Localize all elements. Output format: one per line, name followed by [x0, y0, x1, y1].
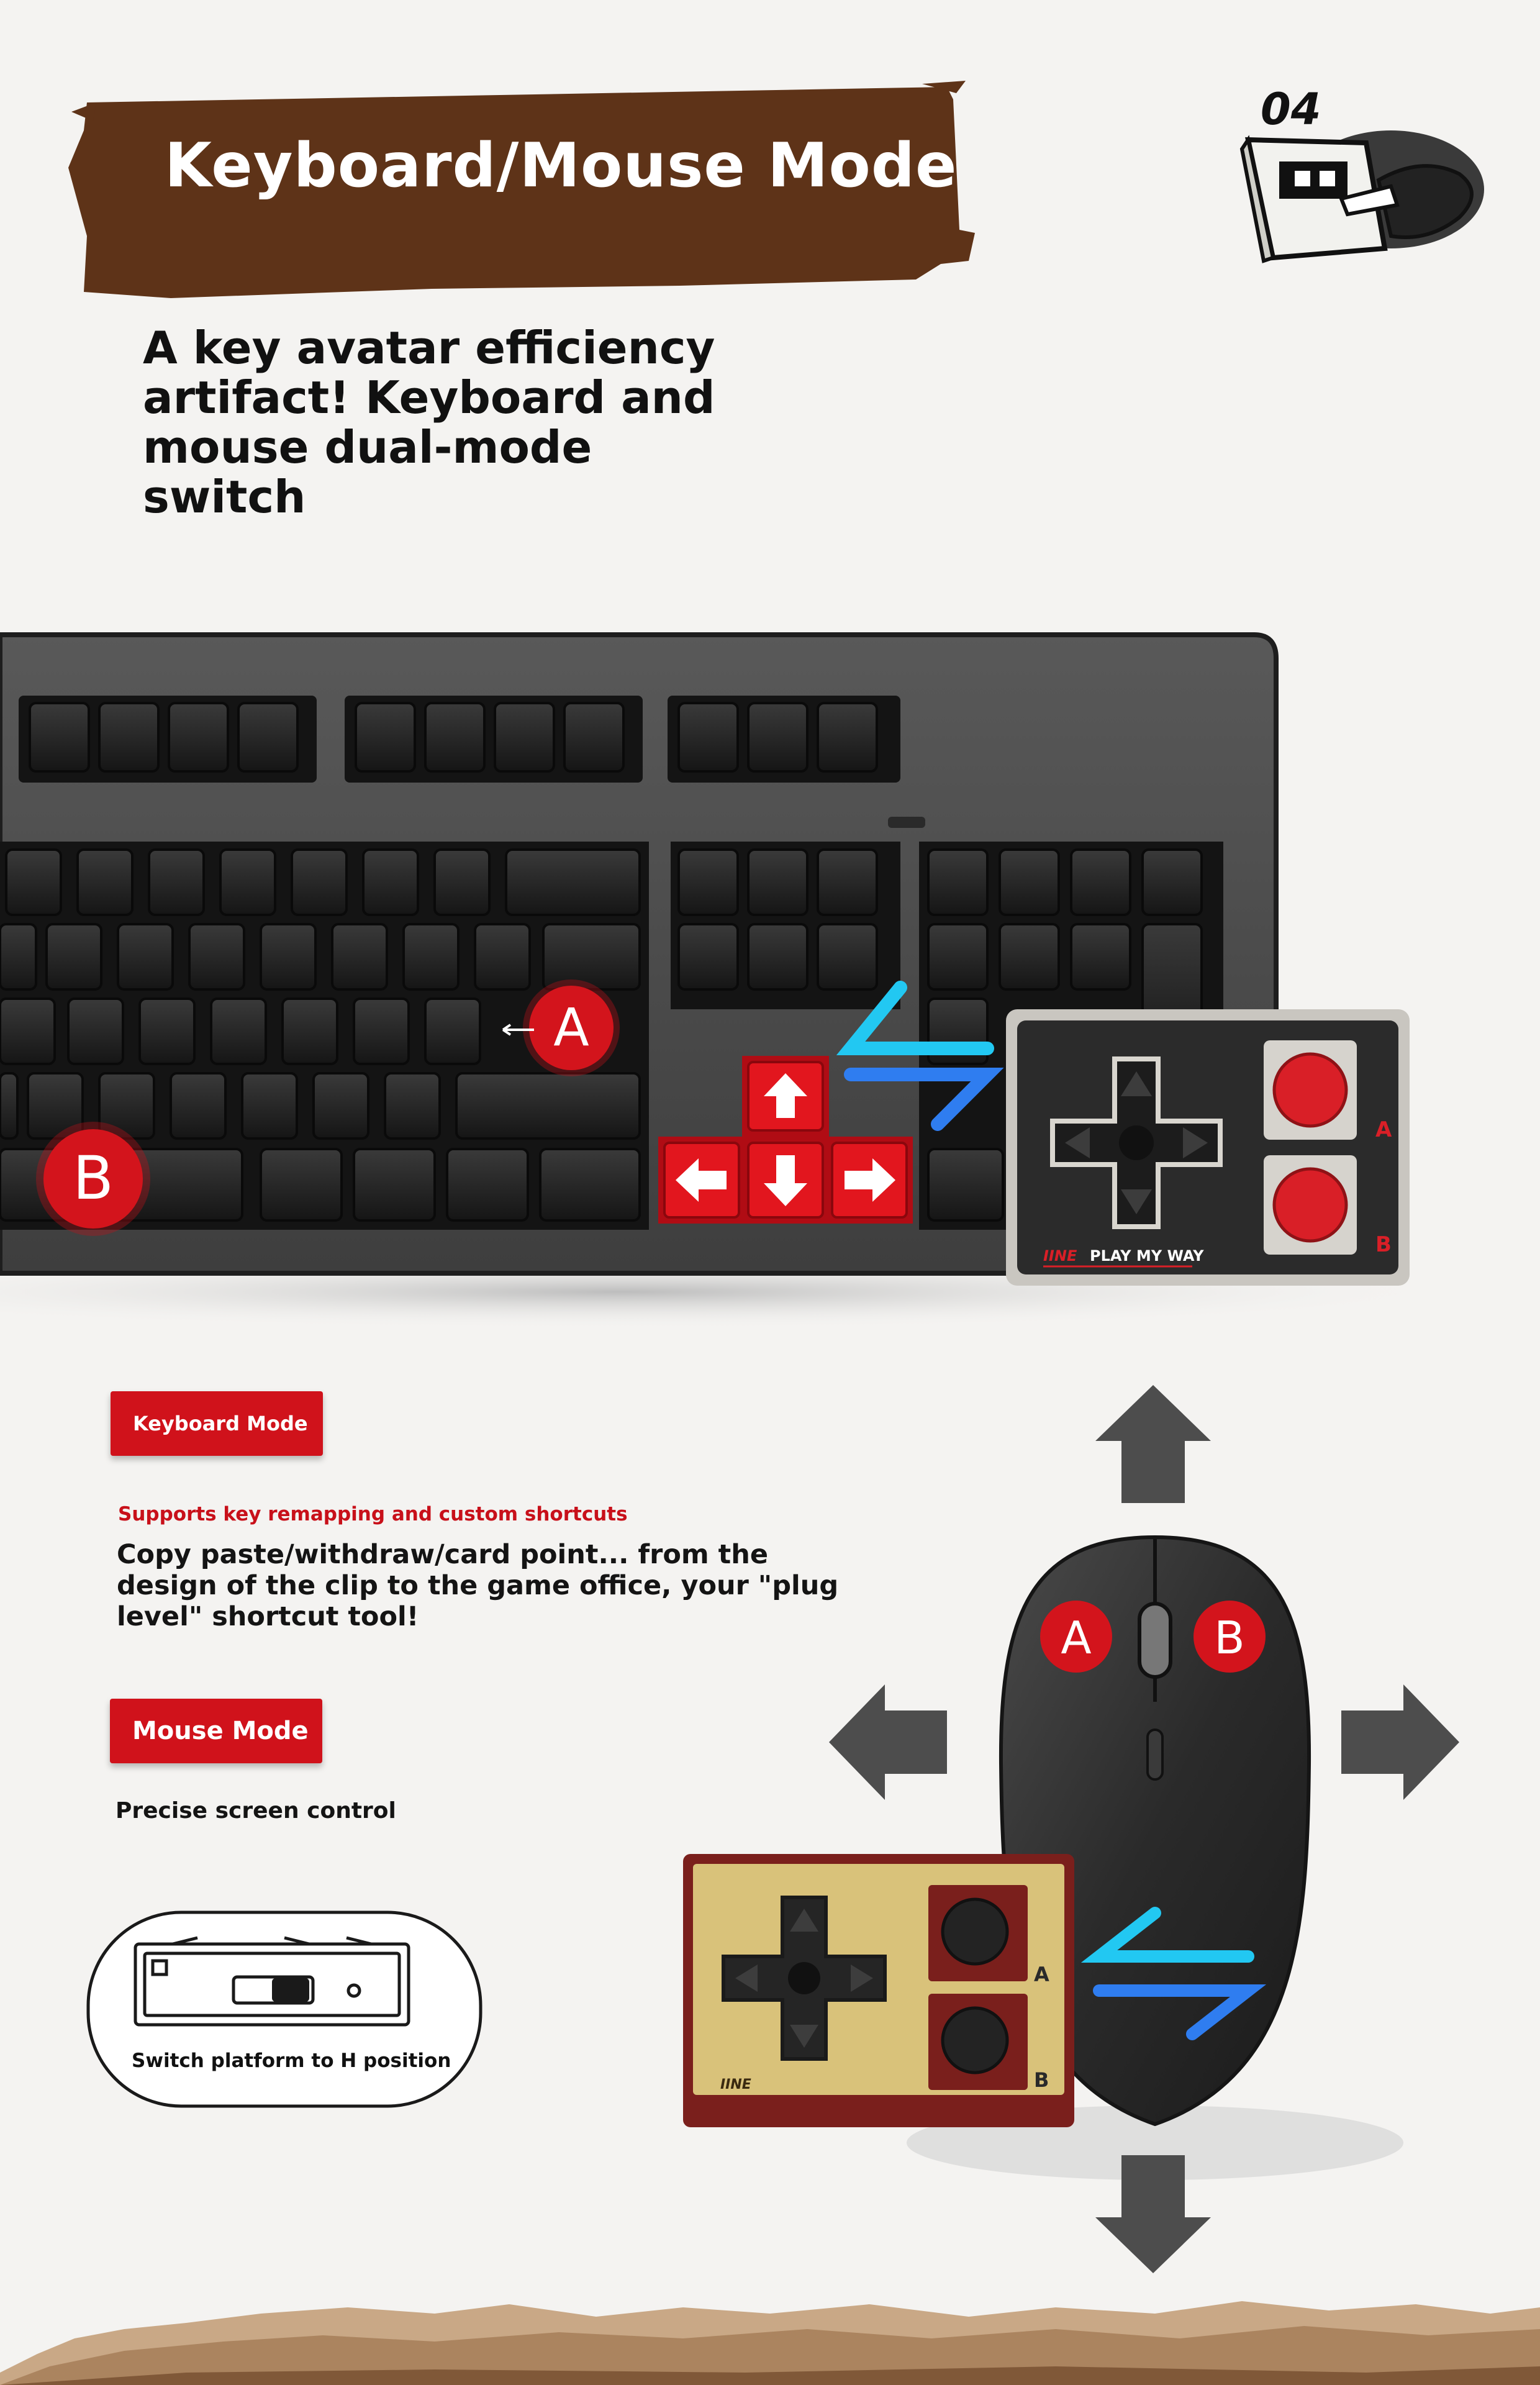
- mouse-mode-tag: Mouse Mode: [110, 1699, 322, 1763]
- nes-style-controller: [1006, 1009, 1410, 1286]
- badge-number: 04: [1261, 84, 1321, 135]
- direction-left-icon: [829, 1684, 947, 1800]
- fc-style-controller: [683, 1854, 1074, 2127]
- a-button: [943, 1899, 1007, 1964]
- keyboard-mode-description: Copy paste/withdraw/card point... from the design of the clip to the game office, your "plug level" shortcut tool!: [117, 1539, 839, 1632]
- switch-position-card: [86, 1910, 483, 2109]
- page-title: Keyboard/Mouse Mode: [165, 130, 958, 201]
- key-b-label: B: [73, 1143, 114, 1213]
- controller-a-label: A: [1375, 1117, 1392, 1142]
- b-button: [1274, 1169, 1346, 1241]
- direction-up-icon: [1095, 1385, 1211, 1503]
- mouse-right-button-label: B: [1214, 1612, 1245, 1664]
- switch-position-caption: Switch platform to H position: [132, 2050, 451, 2072]
- controller-brand: IINE: [1043, 1247, 1077, 1265]
- mouse-left-button-label: A: [1061, 1612, 1092, 1664]
- b-button: [943, 2008, 1007, 2073]
- keyboard-mode-support-line: Supports key remapping and custom shortcuts: [118, 1503, 628, 1525]
- torn-paper-footer: [0, 2279, 1540, 2385]
- mouse-illustration: [807, 1379, 1540, 2279]
- a-button: [1274, 1054, 1346, 1126]
- direction-right-icon: [1341, 1684, 1459, 1800]
- key-b-marker: [36, 1122, 150, 1236]
- mouse-mode-description: Precise screen control: [116, 1798, 396, 1824]
- section-badge: [1236, 81, 1497, 267]
- controller-b-label: B: [1034, 2068, 1049, 2092]
- controller-a-label: A: [1034, 1963, 1049, 1986]
- key-a-label: A: [553, 997, 589, 1058]
- keyboard-mode-tag: Keyboard Mode: [111, 1391, 323, 1456]
- controller-slogan: PLAY MY WAY: [1090, 1247, 1204, 1265]
- page-subtitle: A key avatar efficiency artifact! Keyboard and mouse dual-mode switch: [143, 322, 715, 523]
- controller-brand: IINE: [720, 2077, 751, 2092]
- controller-b-label: B: [1375, 1232, 1392, 1257]
